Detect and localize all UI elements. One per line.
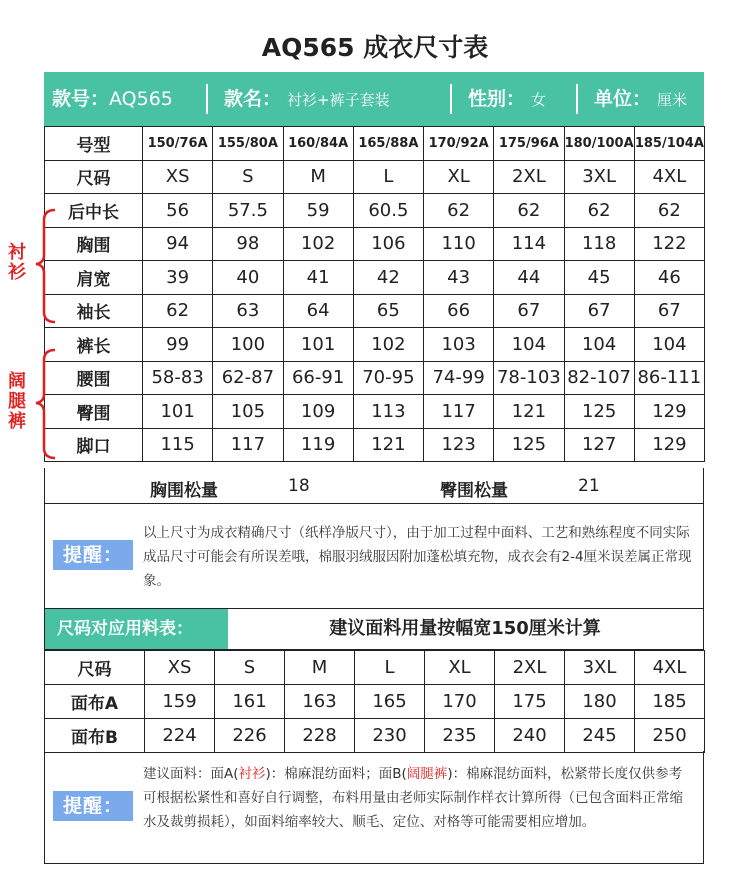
table-row xyxy=(45,328,705,362)
table-cell: 159 xyxy=(145,685,215,719)
table-cell: L xyxy=(355,651,425,685)
note-part: )：棉麻混纺面料， xyxy=(447,766,561,782)
table-cell: 226 xyxy=(215,719,285,753)
table-cell: 78-103 xyxy=(494,361,564,395)
reminder-box-2 xyxy=(44,751,704,864)
table-cell: 125 xyxy=(494,428,564,462)
shirt-highlight: 衬衫 xyxy=(238,766,266,782)
table-row xyxy=(45,395,705,429)
table-cell: 165/88A xyxy=(353,127,423,161)
reminder-text: 以上尺寸为成衣精确尺寸（纸样净版尺寸），由于加工过程中面料、工艺和熟练程度不同实际成品尺寸可能会有所误差哦，棉服羽绒服因附加蓬松填充物，成衣会有2-4厘米误差属正常现象。 xyxy=(143,525,692,589)
table-row xyxy=(45,719,705,753)
table-cell: 103 xyxy=(424,328,494,362)
note-part: )：棉麻混纺面料；面B( xyxy=(265,766,407,782)
table-row xyxy=(45,194,705,228)
table-cell: 62 xyxy=(424,194,494,228)
table-cell: 175 xyxy=(495,685,565,719)
style-no xyxy=(52,72,173,126)
table-cell: 117 xyxy=(213,428,283,462)
note-part: 松紧带长度仅供参考可根据松紧性和喜好自行调整，布料用量由老师实际制作样衣计算所得（已包含面料正常缩水及裁剪损耗），如面料缩率较大、顺毛、定位、对格等可能需要相应增加。 xyxy=(143,766,683,830)
fabric-title: 建议面料用量按幅宽150厘米计算 xyxy=(329,618,601,639)
table-cell: 41 xyxy=(283,261,353,295)
pants-side-label: 阔 腿 裤 xyxy=(8,371,26,432)
table-cell: 175/96A xyxy=(494,127,564,161)
table-cell: 39 xyxy=(143,261,213,295)
table-cell: 4XL xyxy=(634,160,704,194)
table-cell: 57.5 xyxy=(213,194,283,228)
table-cell: 113 xyxy=(353,395,423,429)
hip-ease-value: 21 xyxy=(578,476,600,496)
header-divider xyxy=(576,84,578,114)
table-cell: 185 xyxy=(635,685,705,719)
table-cell: 110 xyxy=(424,227,494,261)
table-cell: 62 xyxy=(634,194,704,228)
table-cell: 150/76A xyxy=(143,127,213,161)
note-part: 建议面料：面A( xyxy=(143,766,239,782)
fabric-suggestion-text xyxy=(143,762,695,834)
table-cell: 59 xyxy=(283,194,353,228)
table-cell: 250 xyxy=(635,719,705,753)
table-cell: 74-99 xyxy=(424,361,494,395)
unit-value: 厘米 xyxy=(657,91,688,109)
table-cell: 105 xyxy=(213,395,283,429)
table-cell: 121 xyxy=(353,428,423,462)
row-label: 臀围 xyxy=(45,395,143,429)
table-cell: 67 xyxy=(564,294,634,328)
table-row xyxy=(45,227,705,261)
table-cell: XL xyxy=(425,651,495,685)
table-cell: 230 xyxy=(355,719,425,753)
table-cell: 66-91 xyxy=(283,361,353,395)
table-cell: 114 xyxy=(494,227,564,261)
table-cell: 62 xyxy=(564,194,634,228)
table-cell: 99 xyxy=(143,328,213,362)
table-cell: 101 xyxy=(143,395,213,429)
row-label: 腰围 xyxy=(45,361,143,395)
table-cell: 245 xyxy=(565,719,635,753)
size-table xyxy=(44,126,705,462)
fabric-tag: 尺码对应用料表： xyxy=(45,609,228,649)
table-cell: 2XL xyxy=(495,651,565,685)
table-cell: 127 xyxy=(564,428,634,462)
reminder-badge: 提醒： xyxy=(53,540,133,570)
table-cell: 3XL xyxy=(564,160,634,194)
header-divider xyxy=(450,84,452,114)
table-cell: 170 xyxy=(425,685,495,719)
table-cell: 129 xyxy=(634,428,704,462)
table-row xyxy=(45,685,705,719)
table-cell: L xyxy=(353,160,423,194)
table-cell: 170/92A xyxy=(424,127,494,161)
table-cell: 163 xyxy=(285,685,355,719)
table-cell: 63 xyxy=(213,294,283,328)
table-cell: M xyxy=(283,160,353,194)
row-label: 尺码 xyxy=(45,651,145,685)
gender-label: 性别： xyxy=(468,88,526,110)
row-label: 肩宽 xyxy=(45,261,143,295)
ease-row xyxy=(44,468,704,504)
hip-ease-label: 臀围松量 xyxy=(440,481,508,501)
table-cell: 165 xyxy=(355,685,425,719)
style-no-label: 款号： xyxy=(52,88,110,110)
table-row xyxy=(45,294,705,328)
table-cell: M xyxy=(285,651,355,685)
unit xyxy=(594,72,687,126)
info-header-bar xyxy=(44,72,704,126)
gender xyxy=(468,72,546,126)
table-cell: 104 xyxy=(564,328,634,362)
table-cell: 62-87 xyxy=(213,361,283,395)
table-cell: 185/104A xyxy=(634,127,704,161)
table-cell: 125 xyxy=(564,395,634,429)
shirt-side-label: 衬 衫 xyxy=(8,242,26,283)
table-cell: 101 xyxy=(283,328,353,362)
table-cell: XS xyxy=(143,160,213,194)
table-cell: 180/100A xyxy=(564,127,634,161)
fabric-header xyxy=(44,608,704,650)
table-cell: 64 xyxy=(283,294,353,328)
pants-bracket xyxy=(36,350,55,458)
table-cell: 2XL xyxy=(494,160,564,194)
table-cell: 40 xyxy=(213,261,283,295)
table-cell: 102 xyxy=(353,328,423,362)
chest-ease-label: 胸围松量 xyxy=(150,481,218,501)
table-cell: 104 xyxy=(494,328,564,362)
table-cell: 65 xyxy=(353,294,423,328)
table-cell: 228 xyxy=(285,719,355,753)
row-label: 尺码 xyxy=(45,160,143,194)
table-cell: 94 xyxy=(143,227,213,261)
table-cell: S xyxy=(213,160,283,194)
page-title: AQ565 成衣尺寸表 xyxy=(261,33,489,62)
table-cell: 67 xyxy=(634,294,704,328)
row-label: 后中长 xyxy=(45,194,143,228)
table-cell: 123 xyxy=(424,428,494,462)
row-label: 面布B xyxy=(45,719,145,753)
row-label: 袖长 xyxy=(45,294,143,328)
row-label: 面布A xyxy=(45,685,145,719)
table-cell: 98 xyxy=(213,227,283,261)
fabric-table xyxy=(44,650,705,753)
reminder-box-1 xyxy=(44,504,704,608)
table-cell: 43 xyxy=(424,261,494,295)
table-cell: 60.5 xyxy=(353,194,423,228)
table-cell: 240 xyxy=(495,719,565,753)
table-cell: 42 xyxy=(353,261,423,295)
reminder-badge: 提醒： xyxy=(53,791,133,821)
table-row xyxy=(45,261,705,295)
table-cell: 67 xyxy=(494,294,564,328)
table-cell: 44 xyxy=(494,261,564,295)
table-cell: 129 xyxy=(634,395,704,429)
table-cell: 62 xyxy=(494,194,564,228)
table-cell: 115 xyxy=(143,428,213,462)
style-no-value: AQ565 xyxy=(109,88,173,110)
shirt-bracket xyxy=(36,210,55,322)
row-label: 脚口 xyxy=(45,428,143,462)
table-cell: 58-83 xyxy=(143,361,213,395)
table-cell: 62 xyxy=(143,294,213,328)
table-cell: 119 xyxy=(283,428,353,462)
table-cell: 104 xyxy=(634,328,704,362)
table-cell: XL xyxy=(424,160,494,194)
pants-highlight: 阔腿裤 xyxy=(406,766,448,782)
table-cell: XS xyxy=(145,651,215,685)
table-cell: 102 xyxy=(283,227,353,261)
table-cell: 121 xyxy=(494,395,564,429)
table-cell: 3XL xyxy=(565,651,635,685)
table-row xyxy=(45,428,705,462)
table-cell: 117 xyxy=(424,395,494,429)
style-name-value: 衬衫+裤子套装 xyxy=(287,91,390,109)
unit-label: 单位： xyxy=(594,88,652,110)
chest-ease-value: 18 xyxy=(288,476,310,496)
table-row xyxy=(45,127,705,161)
table-cell: 160/84A xyxy=(283,127,353,161)
table-cell: 224 xyxy=(145,719,215,753)
style-name xyxy=(224,72,390,126)
table-cell: S xyxy=(215,651,285,685)
table-cell: 82-107 xyxy=(564,361,634,395)
table-cell: 100 xyxy=(213,328,283,362)
table-row xyxy=(45,361,705,395)
table-cell: 106 xyxy=(353,227,423,261)
table-cell: 180 xyxy=(565,685,635,719)
table-row xyxy=(45,160,705,194)
table-cell: 109 xyxy=(283,395,353,429)
row-label: 裤长 xyxy=(45,328,143,362)
table-cell: 46 xyxy=(634,261,704,295)
table-cell: 161 xyxy=(215,685,285,719)
table-cell: 45 xyxy=(564,261,634,295)
table-cell: 118 xyxy=(564,227,634,261)
style-name-label: 款名： xyxy=(224,88,282,110)
row-label: 号型 xyxy=(45,127,143,161)
table-cell: 122 xyxy=(634,227,704,261)
row-label: 胸围 xyxy=(45,227,143,261)
table-row xyxy=(45,651,705,685)
table-cell: 155/80A xyxy=(213,127,283,161)
table-cell: 56 xyxy=(143,194,213,228)
table-cell: 86-111 xyxy=(634,361,704,395)
table-cell: 70-95 xyxy=(353,361,423,395)
table-cell: 4XL xyxy=(635,651,705,685)
gender-value: 女 xyxy=(531,91,547,109)
table-cell: 235 xyxy=(425,719,495,753)
table-cell: 66 xyxy=(424,294,494,328)
header-divider xyxy=(206,84,208,114)
